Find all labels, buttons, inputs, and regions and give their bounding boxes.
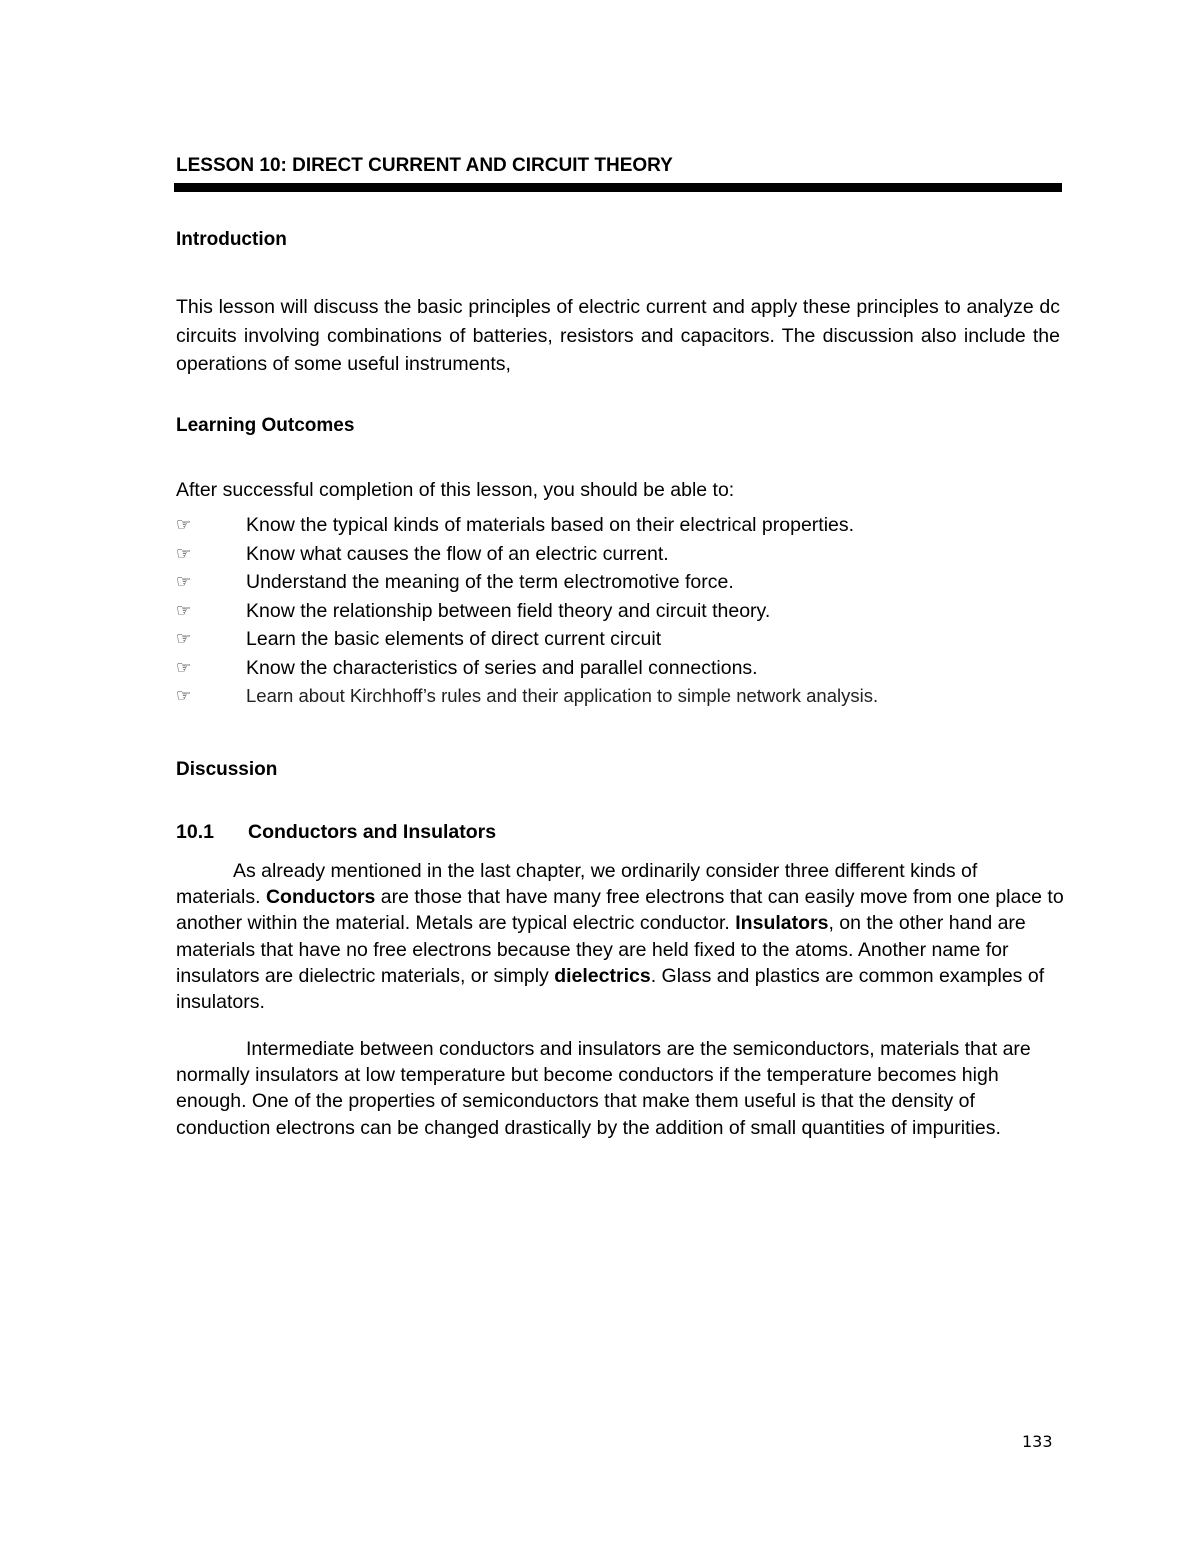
- outcome-text: Know the characteristics of series and parallel connections.: [246, 656, 758, 679]
- paragraph-text: are those that have many free electrons that can easily move from one place to another within the material. Metals are typical electric conductor.: [176, 886, 1064, 935]
- list-item: [176, 625, 1060, 654]
- list-item: [176, 568, 1060, 597]
- pointing-hand-icon: ☞: [176, 657, 192, 678]
- section-heading: [176, 821, 496, 844]
- pointing-hand-icon: ☞: [176, 543, 192, 564]
- outcome-text: Learn the basic elements of direct current circuit: [246, 628, 662, 650]
- list-item: [176, 540, 1060, 569]
- section-number: 10.1: [176, 821, 214, 843]
- list-item: [176, 654, 1060, 683]
- pointing-hand-icon: ☞: [176, 686, 192, 706]
- outcome-text: Know the relationship between field theory and circuit theory.: [246, 599, 771, 622]
- paragraph-text: As already mentioned in the last chapter, we ordinarily consider three different kinds of materials.: [176, 860, 978, 909]
- discussion-heading: Discussion: [176, 759, 278, 780]
- title-rule: [174, 183, 1062, 192]
- term-dielectrics: dielectrics: [554, 964, 651, 987]
- learning-outcomes-list: [176, 511, 1060, 711]
- learning-outcomes-heading: Learning Outcomes: [176, 415, 355, 436]
- page-number: 133: [1022, 1432, 1053, 1451]
- pointing-hand-icon: ☞: [176, 572, 192, 592]
- pointing-hand-icon: ☞: [176, 600, 192, 621]
- pointing-hand-icon: ☞: [176, 629, 192, 649]
- term-insulators: Insulators: [735, 912, 829, 935]
- list-item: [176, 511, 1060, 540]
- introduction-paragraph: This lesson will discuss the basic principles of electric current and apply these principles to analyze dc circuits involving combinations of batteries, resistors and capacitors. The discussion also include the operations of some useful instruments,: [176, 296, 1060, 375]
- introduction-heading: Introduction: [176, 229, 287, 250]
- outcome-text: Know the typical kinds of materials based on their electrical properties.: [246, 514, 855, 536]
- paragraph-text: . Glass and plastics are common examples of insulators.: [176, 964, 1045, 1014]
- list-item: [176, 682, 1060, 711]
- learning-outcomes-lead: After successful completion of this lesson, you should be able to:: [176, 479, 735, 501]
- outcome-text: Learn about Kirchhoff’s rules and their application to simple network analysis.: [246, 685, 879, 706]
- discussion-paragraph-1: [176, 858, 1066, 1015]
- outcome-text: Know what causes the flow of an electric current.: [246, 542, 669, 565]
- outcome-text: Understand the meaning of the term electromotive force.: [246, 571, 734, 593]
- discussion-paragraph-2: Intermediate between conductors and insulators are the semiconductors, materials that are normally insulators at low temperature but become conductors if the temperature becomes high enough. One of the properties of semiconductors that make them useful is that the density of conduction electrons can be changed drastically by the addition of small quantities of impurities.: [176, 1038, 1031, 1139]
- pointing-hand-icon: ☞: [176, 515, 192, 535]
- paragraph-text: , on the other hand are materials that have no free electrons because they are held fixed to the atoms. Another name for insulators are dielectric materials, or simply: [176, 912, 1026, 987]
- section-title: Conductors and Insulators: [248, 821, 497, 843]
- term-conductors: Conductors: [265, 886, 376, 909]
- lesson-title: LESSON 10: DIRECT CURRENT AND CIRCUIT THEORY: [176, 155, 673, 176]
- list-item: [176, 597, 1060, 626]
